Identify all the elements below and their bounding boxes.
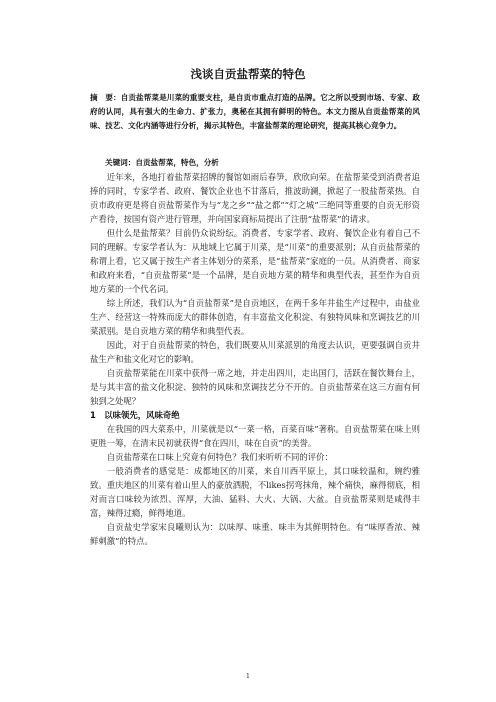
paragraph: 一般消费者的感觉是：成都地区的川菜，来自川西平原上，其口味较温和，婉约雅致。重庆地区的川菜有着山里人的豪放洒脱，不likes拐弯抹角，辣个痛快，麻得彻底，相对而言口味较为浓烈、浑厚，大油、猛料、大火、大锅、大盆。自贡盐帮菜则是咸得丰富，辣得过瘾，鲜得地道。 <box>90 466 420 518</box>
body-text <box>90 170 420 548</box>
page-title: 浅谈自贡盐帮菜的特色 <box>190 67 306 81</box>
paragraph: 自贡盐帮菜在口味上究竟有何特色？我们来听听不同的评价： <box>106 452 333 462</box>
paragraph: 因此，对于自贡盐帮菜的特色，我们既要从川菜派别的角度去认识，更要强调自贡井盐生产和盐文化对它的影响。 <box>90 340 420 364</box>
paragraph: 近年来，各地打着盐帮菜招牌的餐馆如雨后春笋，欣欣向荣。在盐帮菜受到消费者追捧的同时，专家学者、政府、餐饮企业也不甘落后，推波助澜，掀起了一股盐帮菜热。自贡市政府更是将自贡盐帮菜作为与“龙之乡”“盐之都”“灯之城”三绝同等重要的自贡无形资产看待，按国有资产进行管理，并向国家商标局提出了注册“盐帮菜”的请求。 <box>90 172 420 224</box>
abstract: 摘 要：自贡盐帮菜是川菜的重要支柱，是自贡市重点打造的品牌。它之所以受到市场、专家、政府的认同，具有强大的生命力、扩张力，奥秘在其拥有鲜明的特色。本文力图从自贡盐帮菜的风味、技艺、文化内涵等进行分析，揭示其特色，丰富盐帮菜的理论研究，提高其核心竞争力。 <box>90 93 420 130</box>
paragraph: 自贡盐史学家宋良曦则认为：以味厚、味重、味丰为其鲜明特色。有“味厚香浓、辣鲜刺激”的特点。 <box>90 522 420 546</box>
keywords: 关键词：自贡盐帮菜，特色，分析 <box>105 158 219 167</box>
section-heading: 1 以味领先，风味奇绝 <box>90 410 180 420</box>
paragraph: 在我国的四大菜系中，川菜就是以“一菜一格，百菜百味”著称。自贡盐帮菜在味上则更胜一筹，在清末民初就获得“食在四川，味在自贡”的美誉。 <box>90 424 420 448</box>
paragraph: 综上所述，我们认为“自贡盐帮菜”是自贡地区，在两千多年井盐生产过程中，由盐业生产、经营这一特殊而庞大的群体创造，有丰富盐文化积淀、有独特风味和烹调技艺的川菜派别。是自贡地方菜的精华和典型代表。 <box>90 298 420 336</box>
page-number: 1 <box>245 672 251 680</box>
paragraph: 自贡盐帮菜能在川菜中获得一席之地，并走出四川，走出国门，活跃在餐饮舞台上，是与其丰富的盐文化积淀、独特的风味和烹调技艺分不开的。自贡盐帮菜在这三方面有何独到之处呢？ <box>90 368 420 406</box>
paragraph: 但什么是盐帮菜？目前仍众说纷纭。消费者、专家学者、政府、餐饮企业有着自己不同的理解。专家学者认为：从地域上它属于川菜，是“川菜”的重要派别；从自贡盐帮菜的称谓上看，它又属于按生产者主体划分的菜系，是“盐帮菜”家庭的一员。从消费者、商家和政府来看，“自贡盐帮菜”是一个品牌，是自贡地方菜的精华和典型代表，甚至作为自贡地方菜的一个代名词。 <box>90 228 420 294</box>
